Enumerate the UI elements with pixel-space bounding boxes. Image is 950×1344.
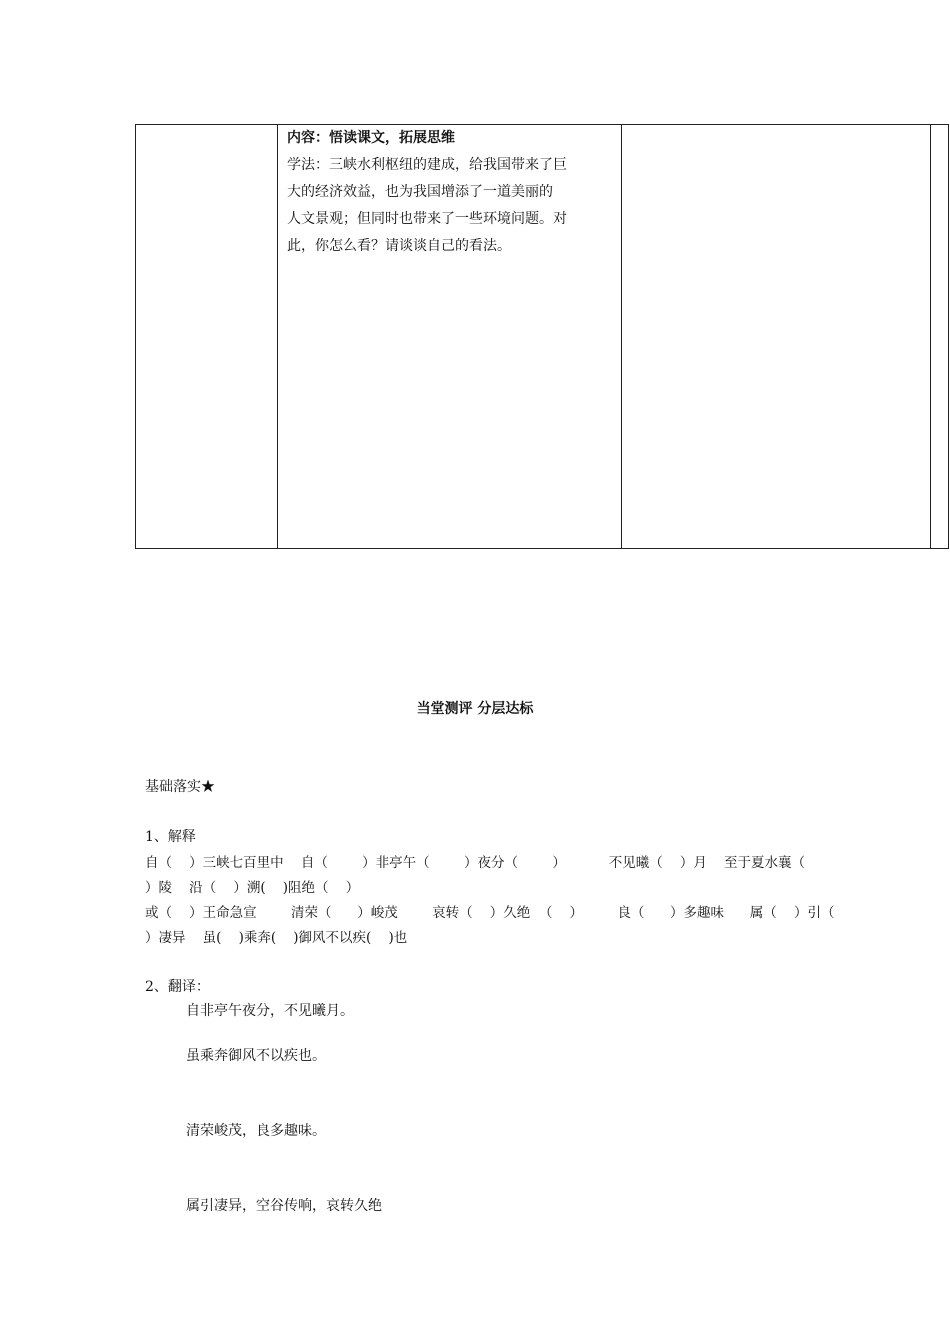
cell-line: 大的经济效益，也为我国增添了一道美丽的 bbox=[287, 184, 553, 200]
cell-line: 学法：三峡水利枢纽的建成，给我国带来了巨 bbox=[287, 157, 567, 173]
translation-item: 属引凄异，空谷传响，哀转久绝 bbox=[186, 1198, 382, 1214]
q1-title: 1、解释 bbox=[145, 829, 196, 845]
table-col-border-3 bbox=[621, 124, 622, 549]
cell-line: 此，你怎么看？请谈谈自己的看法。 bbox=[287, 238, 511, 254]
table-bottom-border bbox=[135, 548, 949, 549]
q1-line: ）陵 沿（ ）溯( )阻绝（ ） bbox=[145, 880, 360, 896]
cell-heading: 内容：悟读课文，拓展思维 bbox=[287, 130, 455, 146]
q2-title: 2、翻译： bbox=[145, 979, 210, 995]
translation-item: 虽乘奔御风不以疾也。 bbox=[186, 1048, 326, 1064]
translation-item: 自非亭午夜分，不见曦月。 bbox=[186, 1003, 354, 1019]
q1-line: 自（ ）三峡七百里中 自（ ）非亭午（ ）夜分（ ） 不见曦（ ）月 至于夏水襄（ bbox=[145, 855, 806, 871]
q1-line: 或（ ）王命急宣 清荣（ ）峻茂 哀转（ ）久绝 （ ） 良（ ）多趣味 属（ ）引（ bbox=[145, 905, 835, 921]
table-cell-content bbox=[287, 125, 617, 260]
table-col-border-1 bbox=[135, 124, 136, 549]
table-col-border-4 bbox=[930, 124, 931, 549]
table-col-border-2 bbox=[277, 124, 278, 549]
translation-item: 清荣峻茂，良多趣味。 bbox=[186, 1123, 326, 1139]
cell-line: 人文景观；但同时也带来了一些环境问题。对 bbox=[287, 211, 567, 227]
q1-line: ）凄异 虽( )乘奔( )御风不以疾( )也 bbox=[145, 930, 408, 946]
basic-heading: 基础落实★ bbox=[145, 779, 215, 795]
section-title: 当堂测评 分层达标 bbox=[416, 701, 534, 717]
table-col-border-5 bbox=[948, 124, 949, 549]
